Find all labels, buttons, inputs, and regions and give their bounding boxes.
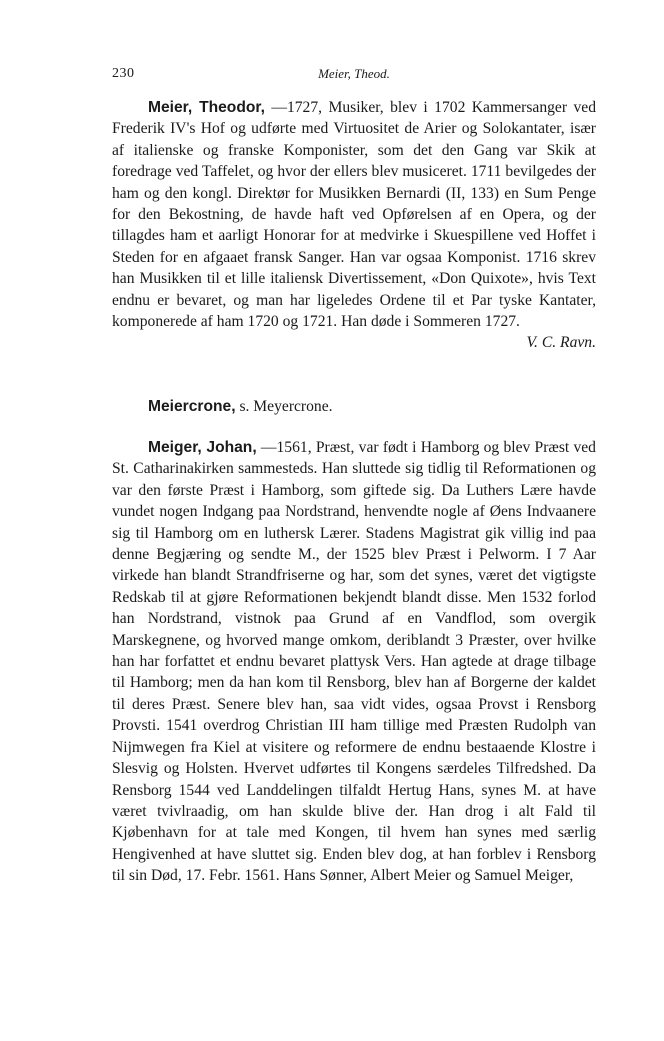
entry-paragraph [112,97,596,352]
running-head: Meier, Theod. [318,66,390,81]
page-number: 230 [112,66,135,81]
entry-paragraph [112,396,596,417]
entry-author: V. C. Ravn. [526,334,596,352]
entry-text: —1727, Musiker, blev i 1702 Kammersanger ved Frederik IV's Hof og udførte med Virtuositet de Arier og Solokantater, især af italienske og franske Komponister, som det den Gang var Skik at foredrage ved Taffelet, og hvor der ellers blev musiceret. 1711 bevilgedes der ham og den kongl. Direktør for Musikken Bernardi (II, 133) en Sum Penge for den Bekostning, de havde haft ved Opførelsen af en Opera, og der tillagdes ham et aarligt Honorar for at medvirke i Skuespillene ved Hoffet i Steden for en afgaaet fransk Sanger. Han var ogsaa Komponist. 1716 skrev han Musikken til et lille italiensk Divertissement, «Don Quixote», hvis Text endnu er bevaret, og man har ligeledes Ordene til et Par tyske Kantater, komponerede af ham 1720 og 1721. Han døde i Sommeren 1727. [112,99,596,331]
entry-headword: Meier, Theodor, [148,99,265,116]
entry-text: s. Meyercrone. [235,398,333,415]
entry-meier-theodor [112,97,596,354]
entry-paragraph [112,437,596,887]
entry-text: —1561, Præst, var født i Hamborg og blev Præst ved St. Catharinakirken sammesteds. Han sluttede sig tidlig til Reformationen og var den første Præst i Hamborg, som giftede sig. Da Luthers Lære havde vundet nogen Indgang paa Nordstrand, henvendte nogle af Øens Indvaanere sig til Hamborg om en luthersk Lærer. Stadens Magistrat gik villig ind paa denne Begjæring og sendte M., der 1525 blev Præst i Pelworm. I 7 Aar virkede han blandt Strandfriserne og har, som det synes, været det vigtigste Redskab til at gjøre Reformationen bekjendt blandt disse. Men 1532 forlod han Nordstrand, vistnok paa Grund af en Vandflod, som overgik Marskegnene, og hvorved mange omkom, deriblandt 3 Præster, over hvilke han har forfattet et endnu bevaret plattysk Vers. Han agtede at drage tilbage til Hamborg; men da han kom til Rensborg, blev han af Borgerne der kaldet til deres Præst. Senere blev han, saa vidt vides, ogsaa Provst i Rensborg Provsti. 1541 overdrog Christian III ham tillige med Præsten Rudolph van Nijmwegen fra Kiel at visitere og reformere de endnu bestaaende Klostre i Slesvig og Holsten. Hvervet udførtes til Kongens særdeles Tilfredshed. Da Rensborg 1544 ved Landdelingen tilfaldt Hertug Hans, synes M. at have været tvivlraadig, om han skulde blive der. Han drog i alt Fald til Kjøbenhavn for at tale med Kongen, til hvem han synes med særlig Hengivenhed at have sluttet sig. Enden blev dog, at han forblev i Rensborg til sin Død, 17. Febr. 1561. Hans Sønner, Albert Meier og Samuel Meiger, [112,439,596,885]
entry-headword: Meiger, Johan, [148,439,257,456]
entry-meiercrone [112,396,596,417]
entry-meiger-johan [112,437,596,887]
page-header [112,66,596,88]
entry-headword: Meiercrone, [148,398,236,415]
